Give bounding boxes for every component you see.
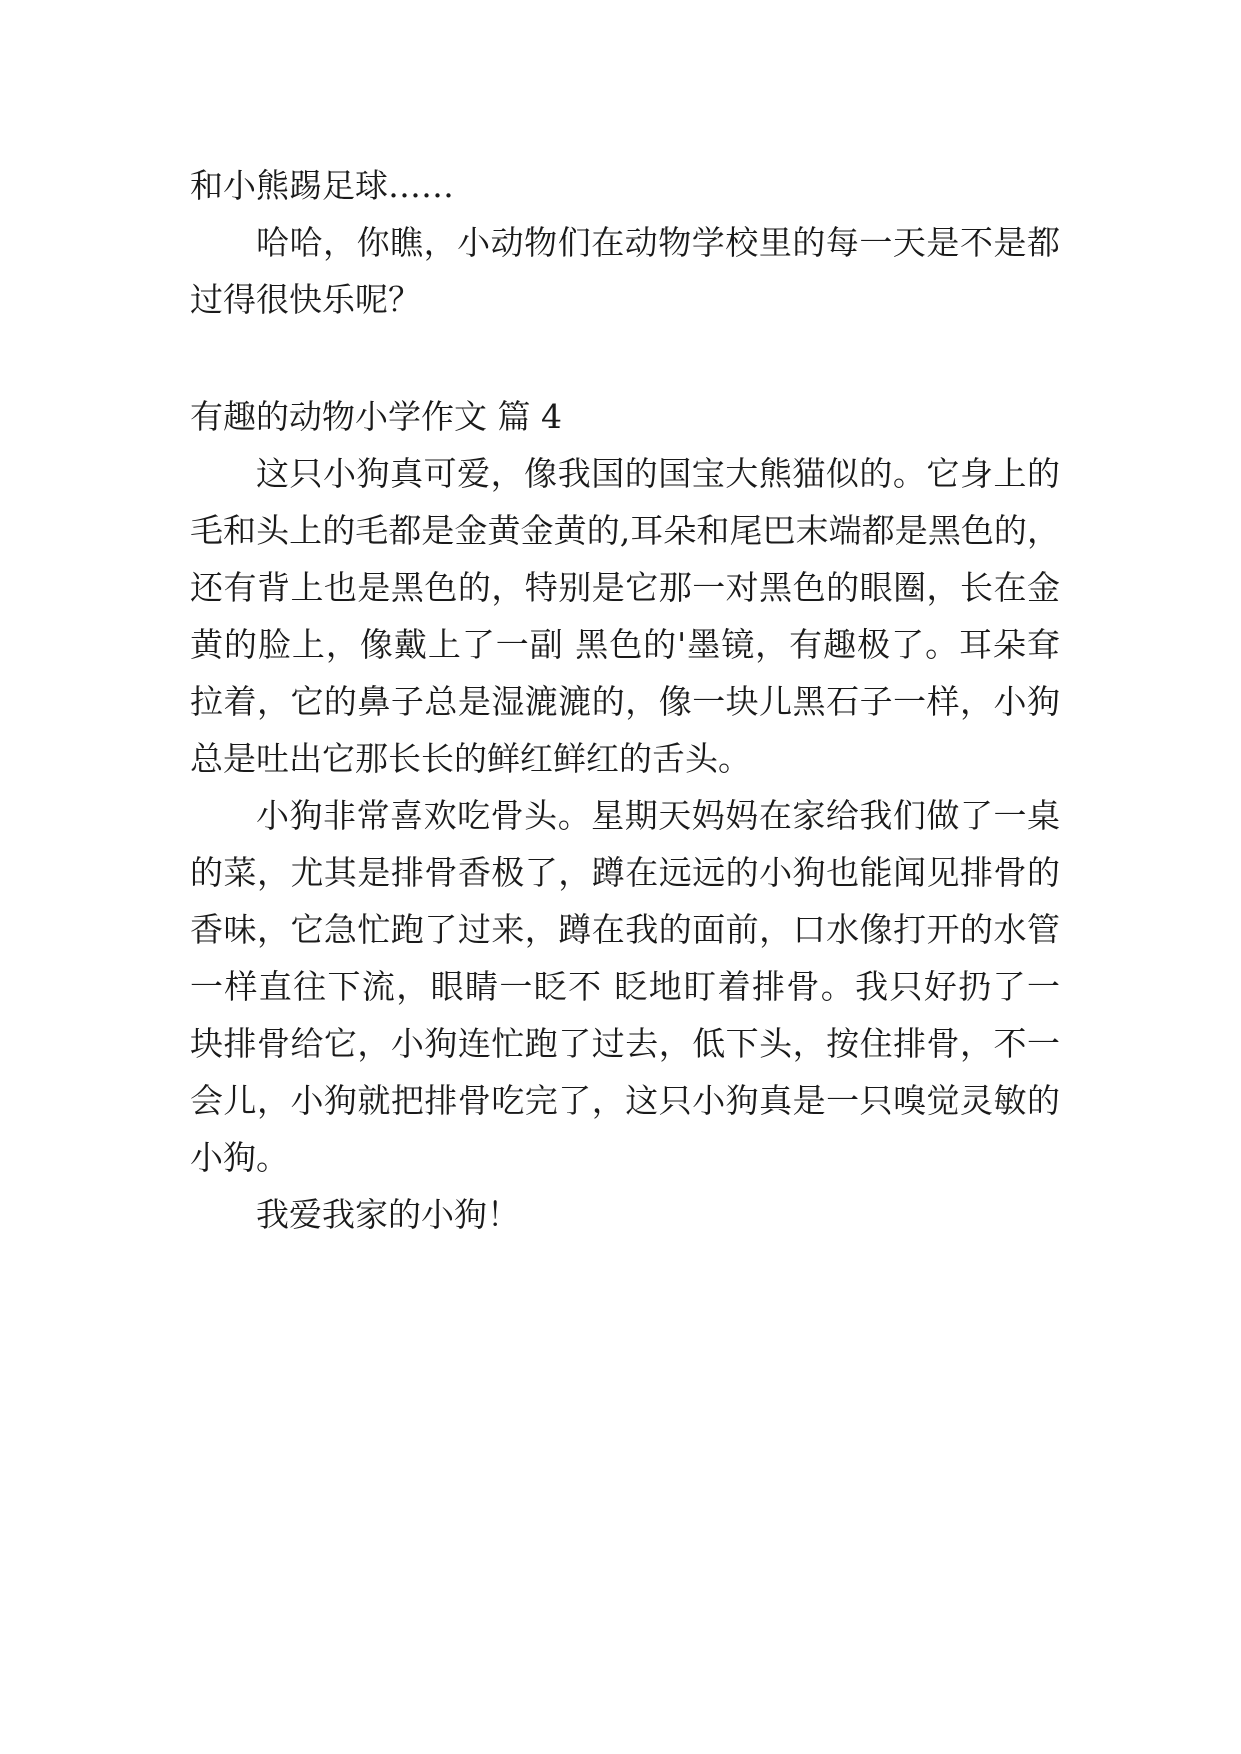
paragraph-first-line: 这只小狗真可爱，像我国的国宝大熊猫似的。它身上的	[256, 454, 1060, 493]
text-line: 和小熊踢足球……	[190, 166, 454, 205]
paragraph-first-line: 我爱我家的小狗！	[256, 1195, 520, 1234]
text-line: 黄的脸上，像戴上了一副 黑色的'墨镜，有趣极了。耳朵耷	[190, 625, 1060, 664]
text-line: 总是吐出它那长长的鲜红鲜红的舌头。	[190, 739, 751, 778]
text-line: 毛和头上的毛都是金黄金黄的,耳朵和尾巴末端都是黑色的，	[190, 511, 1060, 550]
text-line: 还有背上也是黑色的，特别是它那一对黑色的眼圈，长在金	[190, 568, 1060, 607]
text-line: 小狗。	[190, 1138, 289, 1177]
paragraph-first-line: 小狗非常喜欢吃骨头。星期天妈妈在家给我们做了一桌	[256, 796, 1060, 835]
paragraph-first-line: 哈哈，你瞧，小动物们在动物学校里的每一天是不是都	[256, 223, 1060, 262]
section-heading: 有趣的动物小学作文 篇 4	[190, 397, 562, 436]
text-line: 香味，它急忙跑了过来，蹲在我的面前，口水像打开的水管	[190, 910, 1060, 949]
text-line: 的菜，尤其是排骨香极了，蹲在远远的小狗也能闻见排骨的	[190, 853, 1060, 892]
text-line: 会儿，小狗就把排骨吃完了，这只小狗真是一只嗅觉灵敏的	[190, 1081, 1060, 1120]
text-line: 过得很快乐呢？	[190, 280, 421, 319]
text-line: 拉着，它的鼻子总是湿漉漉的，像一块儿黑石子一样，小狗	[190, 682, 1060, 721]
text-line: 块排骨给它，小狗连忙跑了过去，低下头，按住排骨，不一	[190, 1024, 1060, 1063]
text-line: 一样直往下流，眼睛一眨不 眨地盯着排骨。我只好扔了一	[190, 967, 1060, 1006]
